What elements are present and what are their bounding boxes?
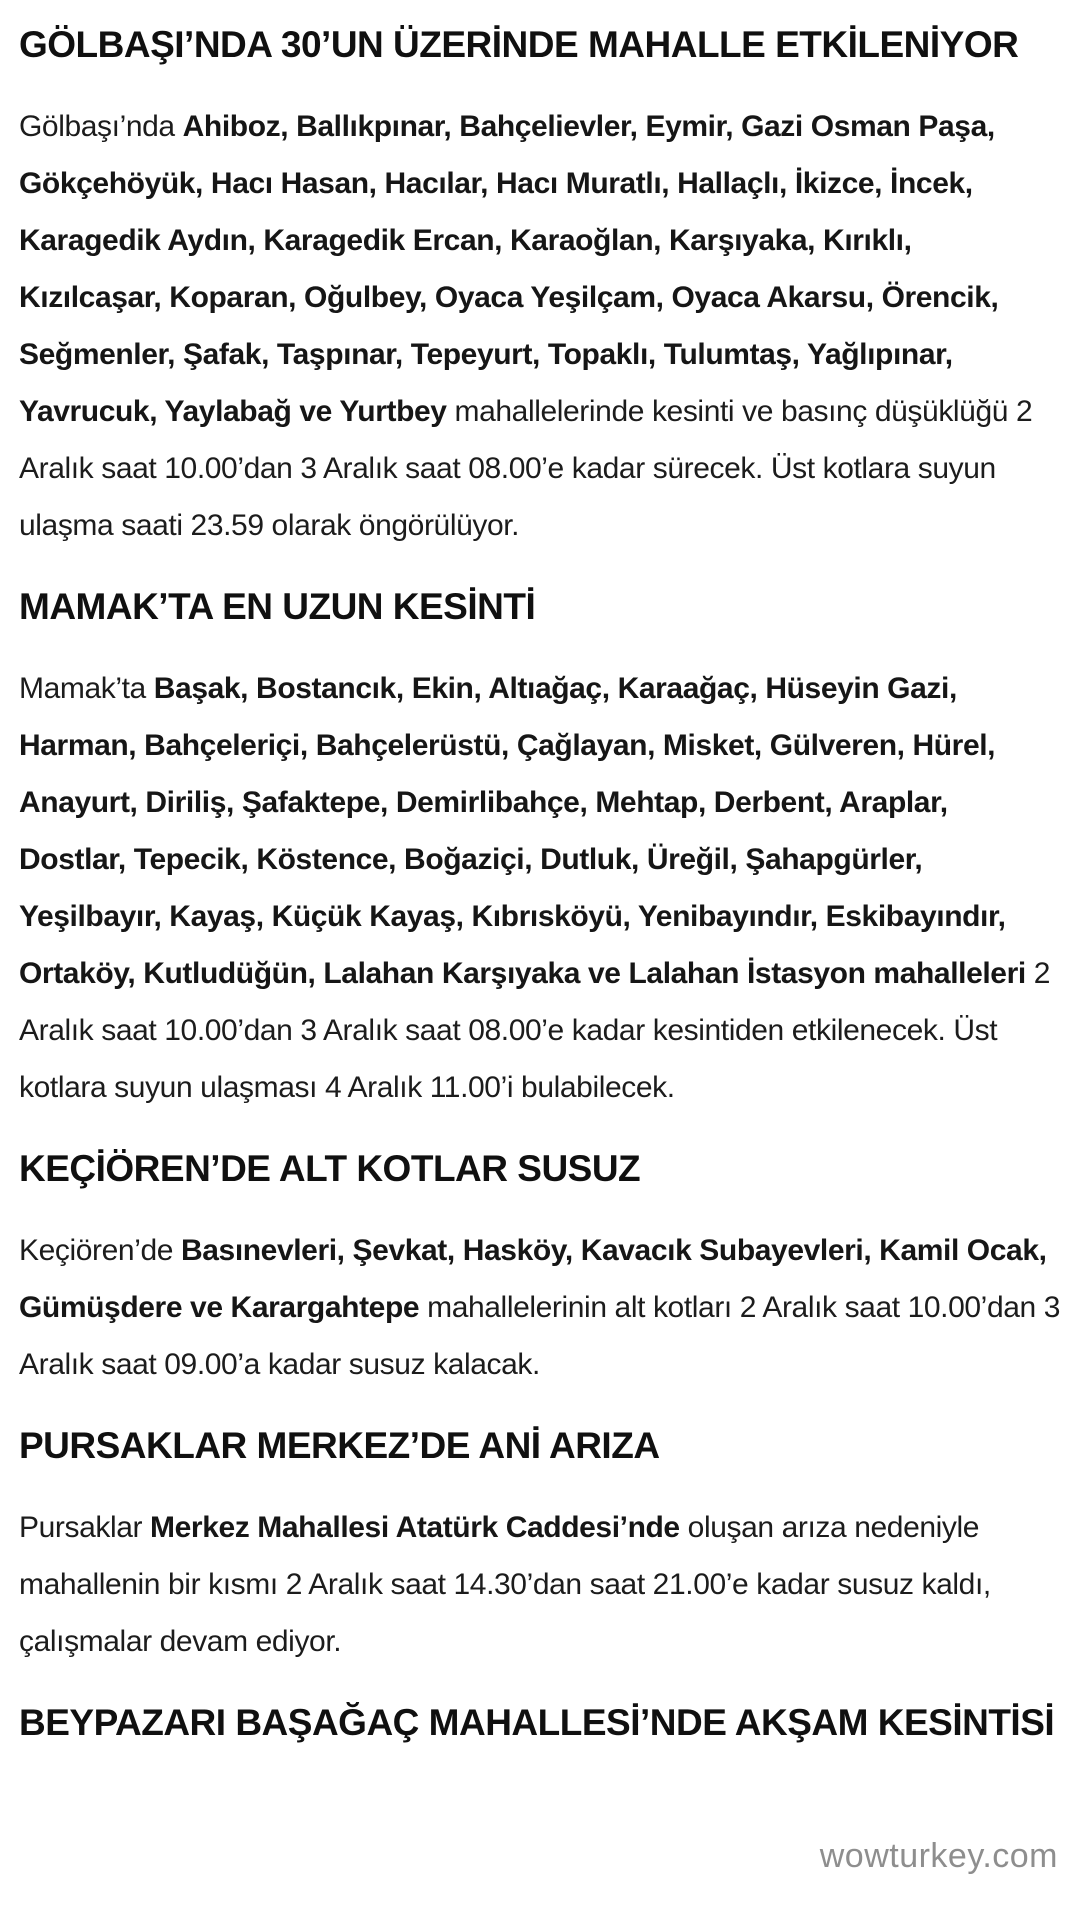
section-heading: PURSAKLAR MERKEZ’DE ANİ ARIZA (19, 1425, 660, 1466)
paragraph-text: Keçiören’de (19, 1234, 181, 1267)
section-paragraph (19, 1499, 1061, 1670)
paragraph-text: mahallelerinin alt kotları 2 Aralık saat 10.00’dan 3 Aralık saat 09.00’a kadar susuz kalacak. (19, 1291, 1061, 1381)
section-paragraph (19, 1222, 1061, 1393)
section-heading: BEYPAZARI BAŞAĞAÇ MAHALLESİ’NDE AKŞAM KESİNTİSİ (19, 1702, 1055, 1743)
neighborhood-list-bold: Basınevleri, Şevkat, Hasköy, Kavacık Subayevleri, Kamil Ocak, Gümüşdere ve Karargahtepe (19, 1234, 1047, 1324)
paragraph-text: Gölbaşı’nda (19, 110, 183, 143)
paragraph-text: Pursaklar (19, 1511, 151, 1544)
neighborhood-list-bold: Ahiboz, Ballıkpınar, Bahçelievler, Eymir, Gazi Osman Paşa, Gökçehöyük, Hacı Hasan, Hacılar, Hacı Muratlı, Hallaçlı, İkizce, İncek, Karagedik Aydın, Karagedik Ercan, Karaoğlan, Karşıyaka, Kırıklı, Kızılcaşar, Koparan, Oğulbey, Oyaca Yeşilçam, Oyaca Akarsu, Örencik, Seğmenler, Şafak, Taşpınar, Tepeyurt, Topaklı, Tulumtaş, Yağlıpınar, Yavrucuk, Yaylabağ ve Yurtbey (19, 110, 999, 428)
section-heading: KEÇİÖREN’DE ALT KOTLAR SUSUZ (19, 1148, 641, 1189)
paragraph-text: oluşan arıza nedeniyle mahallenin bir kısmı 2 Aralık saat 14.30’dan saat 21.00’e kadar susuz kaldı, çalışmalar devam ediyor. (19, 1511, 991, 1658)
paragraph-text: Mamak’ta (19, 672, 154, 705)
neighborhood-list-bold: Başak, Bostancık, Ekin, Altıağaç, Karaağaç, Hüseyin Gazi, Harman, Bahçeleriçi, Bahçelerüstü, Çağlayan, Misket, Gülveren, Hürel, Anayurt, Diriliş, Şafaktepe, Demirlibahçe, Mehtap, Derbent, Araplar, Dostlar, Tepecik, Köstence, Boğaziçi, Dutluk, Üreğil, Şahapgürler, Yeşilbayır, Kayaş, Küçük Kayaş, Kıbrısköyü, Yenibayındır, Eskibayındır, Ortaköy, Kutludüğün, Lalahan Karşıyaka ve Lalahan İstasyon mahalleleri (19, 672, 1026, 990)
section-heading: GÖLBAŞI’NDA 30’UN ÜZERİNDE MAHALLE ETKİLENİYOR (19, 24, 1019, 65)
paragraph-text: mahallelerinde kesinti ve basınç düşüklüğü 2 Aralık saat 10.00’dan 3 Aralık saat 08.00’e kadar sürecek. Üst kotlara suyun ulaşma saati 23.59 olarak öngörülüyor. (19, 395, 1033, 542)
watermark: wowturkey.com (796, 1830, 1068, 1882)
section-paragraph (19, 98, 1061, 554)
paragraph-text: 2 Aralık saat 10.00’dan 3 Aralık saat 08.00’e kadar kesintiden etkilenecek. Üst kotlara suyun ulaşması 4 Aralık 11.00’i bulabilecek. (19, 957, 1051, 1104)
neighborhood-list-bold: Merkez Mahallesi Atatürk Caddesi’nde (150, 1511, 680, 1544)
article-content (19, 20, 1061, 1748)
section-paragraph (19, 660, 1061, 1116)
section-heading: MAMAK’TA EN UZUN KESİNTİ (19, 586, 536, 627)
